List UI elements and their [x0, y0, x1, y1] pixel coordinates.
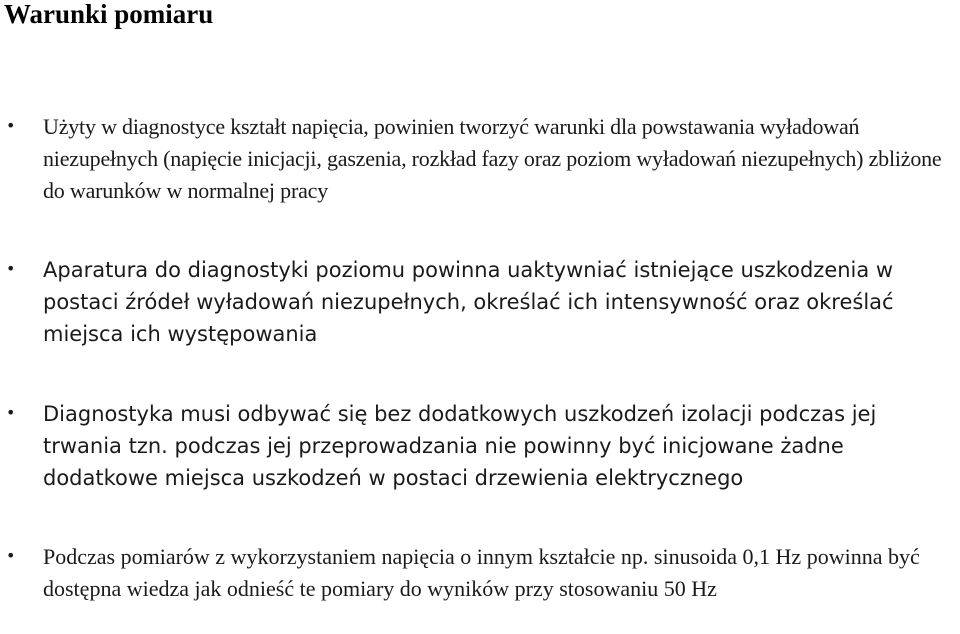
bullet-dot-icon: • — [6, 546, 16, 565]
slide-title: Warunki pomiaru — [4, 0, 214, 29]
bullet-text: Aparatura do diagnostyki poziomu powinna uaktywniać istniejące uszkodzenia w postaci źródeł wyładowań niezupełnych, określać ich intensywność oraz określać miejsca ich występowania — [43, 258, 894, 346]
bullet-text: Diagnostyka musi odbywać się bez dodatkowych uszkodzeń izolacji podczas jej trwania tzn. podczas jej przeprowadzania nie powinny być inicjowane żadne dodatkowe miejsca uszkodzeń w postaci drzewienia elektrycznego — [43, 402, 877, 490]
bullet-dot-icon: • — [6, 403, 16, 422]
bullet-dot-icon: • — [6, 116, 16, 135]
bullet-text: Podczas pomiarów z wykorzystaniem napięcia o innym kształcie np. sinusoida 0,1 Hz powinna być dostępna wiedza jak odnieść te pomiary do wyników przy stosowaniu 50 Hz — [43, 544, 920, 601]
bullet-text: Użyty w diagnostyce kształt napięcia, powinien tworzyć warunki dla powstawania wyładowań niezupełnych (napięcie inicjacji, gaszenia, rozkład fazy oraz poziom wyładowań niezupełnych) zbliżone do warunków w normalnej pracy — [43, 114, 942, 203]
bullet-dot-icon: • — [6, 259, 16, 278]
